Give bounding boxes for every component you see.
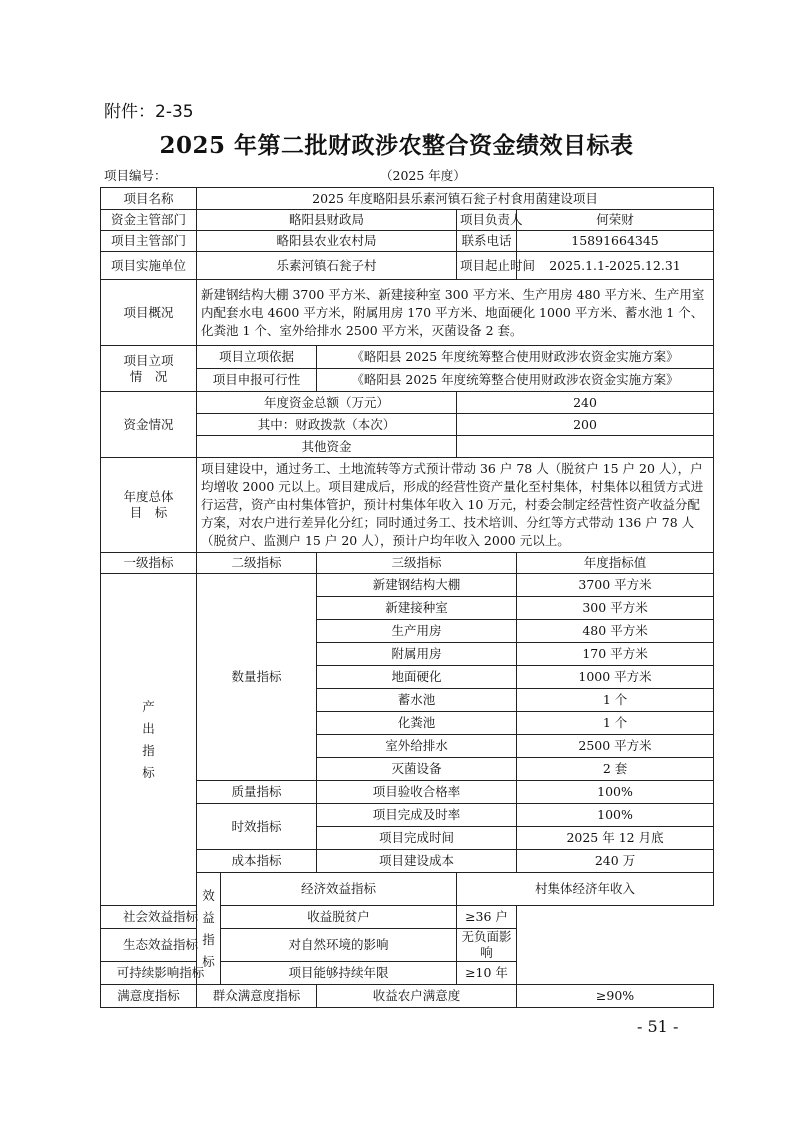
label-char: 益 [202,909,215,925]
table-row [101,962,714,985]
label-char: 标 [202,953,215,969]
indicator-name: 收益脱贫户 [221,906,457,929]
table-row [101,252,714,280]
indicator-name: 生产用房 [317,620,517,643]
indicator-name: 收益农户满意度 [317,985,517,1008]
benefit-level2: 社会效益指标 [101,906,221,929]
total-value: 240 [457,392,714,414]
indicator-value: 300 平方米 [517,597,714,620]
phone: 15891664345 [517,231,714,252]
indicator-name: 地面硬化 [317,666,517,689]
indicator-value: ≥90% [517,985,714,1008]
indicator-value: ≥10 年 [457,962,517,985]
project-code-label: 项目编号： [104,168,167,183]
goal-label-line2: 目 标 [129,505,168,520]
approval-label [101,346,197,392]
approval-label-line2: 情 况 [129,368,168,384]
project-name-label: 项目名称 [101,188,197,210]
indicator-name: 对自然环境的影响 [221,929,457,962]
header-level3: 三级指标 [317,553,517,574]
overview-text: 新建钢结构大棚 3700 平方米、新建接种室 300 平方米、生产用房 480 平方米、生产用室内配套水电 4600 平方米，附属用房 170 平方米、地面硬化 1000 平方米、蓄水池 1 个、化粪池 1 个、室外给排水 2500 平方米，灭菌设备 2 套。 [197,280,714,346]
table-row [101,392,714,414]
benefit-level2: 经济效益指标 [221,873,457,906]
label-char: 效 [202,887,215,903]
page-title: 2025 年第二批财政涉农整合资金绩效目标表 [159,132,634,159]
impl-unit: 乐素河镇石瓮子村 [197,252,457,280]
project-dept: 略阳县农业农村局 [197,231,457,252]
indicator-name: 灭菌设备 [317,758,517,781]
indicator-value: 100% [517,804,714,827]
label-char: 出 [142,720,155,736]
table-row [101,574,714,597]
timeliness-label: 时效指标 [197,804,317,850]
leader-label: 项目负责人 [457,210,517,231]
total-label: 年度资金总额（万元） [197,392,457,414]
satisfaction-label: 满意度指标 [101,985,197,1008]
quantity-label: 数量指标 [197,574,317,781]
other-label: 其他资金 [197,436,457,458]
indicator-value: 100% [517,781,714,804]
performance-target-table [100,187,714,1008]
indicator-value: 2025 年 12 月底 [517,827,714,850]
indicator-value: 2 套 [517,758,714,781]
table-row [101,458,714,553]
benefit-level2: 生态效益指标 [101,929,221,962]
leader: 何荣财 [517,210,714,231]
indicator-name: 化粪池 [317,712,517,735]
feasibility-text: 《略阳县 2025 年度统筹整合使用财政涉农资金实施方案》 [317,369,714,392]
other-value [457,436,714,458]
phone-label: 联系电话 [457,231,517,252]
indicator-value: ≥36 户 [457,906,517,929]
period: 2025.1.1-2025.12.31 [517,252,714,280]
goal-text: 项目建设中，通过务工、土地流转等方式预计带动 36 户 78 人（脱贫户 15 户 20 人），户均增收 2000 元以上。项目建成后，形成的经营性资产量化至村集体，村集体以租赁方式进行运营，资产由村集体管护，预计村集体年收入 10 万元，村委会制定经营性资产收益分配方案，对农户进行差异化分红；同时通过务工、技术培训、分红等方式带动 136 户 78 人（脱贫户、监测户 15 户 20 人），预计户均年收入 2000 元以上。 [197,458,714,553]
indicator-value: 1 个 [517,689,714,712]
attachment-label: 附件：2-35 [104,102,194,122]
goal-label [101,458,197,553]
table-row [101,280,714,346]
indicator-name: 项目完成及时率 [317,804,517,827]
fund-dept: 略阳县财政局 [197,210,457,231]
satisfaction-level2: 群众满意度指标 [197,985,317,1008]
indicator-value: 无负面影响 [457,929,517,962]
overview-label: 项目概况 [101,280,197,346]
cost-label: 成本指标 [197,850,317,873]
table-row [101,346,714,369]
indicator-value: 240 万 [517,850,714,873]
project-dept-label: 项目主管部门 [101,231,197,252]
fund-dept-label: 资金主管部门 [101,210,197,231]
indicator-header-row [101,553,714,574]
benefit-level2: 可持续影响指标 [101,962,221,985]
label-char: 指 [142,742,155,758]
indicator-name: 项目完成时间 [317,827,517,850]
indicator-name: 项目能够持续年限 [221,962,457,985]
output-indicator-label [101,574,197,906]
indicator-name: 项目建设成本 [317,850,517,873]
funds-label: 资金情况 [101,392,197,458]
quality-label: 质量指标 [197,781,317,804]
table-row [101,985,714,1008]
indicator-name: 附属用房 [317,643,517,666]
indicator-name: 蓄水池 [317,689,517,712]
indicator-name: 新建接种室 [317,597,517,620]
goal-label-line1: 年度总体 [123,489,174,504]
header-level1: 一级指标 [101,553,197,574]
impl-unit-label: 项目实施单位 [101,252,197,280]
fiscal-value: 200 [457,414,714,436]
header-value: 年度指标值 [517,553,714,574]
indicator-value: 2500 平方米 [517,735,714,758]
indicator-value: 170 平方米 [517,643,714,666]
indicator-name: 村集体经济年收入 [457,873,714,906]
table-row [101,929,714,962]
table-row [101,231,714,252]
approval-label-line1: 项目立项 [123,352,174,368]
basis-text: 《略阳县 2025 年度统筹整合使用财政涉农资金实施方案》 [317,346,714,369]
indicator-name: 项目验收合格率 [317,781,517,804]
label-char: 产 [142,698,155,714]
fiscal-label: 其中：财政拨款（本次） [197,414,457,436]
header-level2: 二级指标 [197,553,317,574]
indicator-value: 1 个 [517,712,714,735]
indicator-value: 1000 平方米 [517,666,714,689]
table-row [101,210,714,231]
project-name: 2025 年度略阳县乐素河镇石瓮子村食用菌建设项目 [197,188,714,210]
label-char: 指 [202,931,215,947]
label-char: 标 [142,764,155,780]
year-label: （2025 年度） [380,168,466,183]
page-number: - 51 - [637,1017,679,1036]
indicator-value: 480 平方米 [517,620,714,643]
table-row [101,906,714,929]
table-row [101,188,714,210]
indicator-value: 3700 平方米 [517,574,714,597]
basis-label: 项目立项依据 [197,346,317,369]
feasibility-label: 项目申报可行性 [197,369,317,392]
indicator-name: 新建钢结构大棚 [317,574,517,597]
period-label: 项目起止时间 [457,252,517,280]
indicator-name: 室外给排水 [317,735,517,758]
